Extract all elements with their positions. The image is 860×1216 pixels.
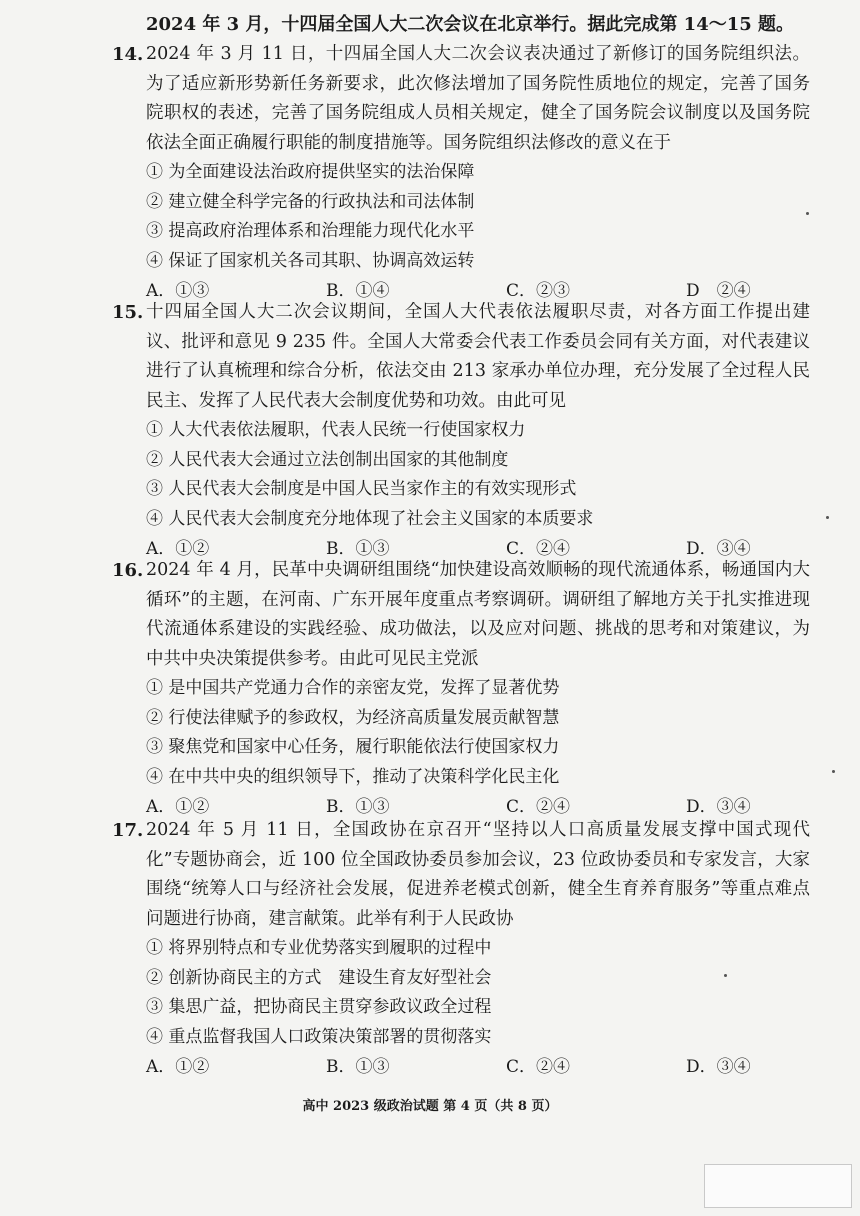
option-1: ① 将界别特点和专业优势落实到履职的过程中 — [146, 938, 492, 958]
choice-c: C．②④ — [506, 539, 571, 559]
question-stem: 2024 年 4 月，民革中央调研组围绕“加快建设高效顺畅的现代流通体系，畅通国内大循环”的主题，在河南、广东开展年度重点考察调研。调研组了解地方关于扎实推进现代流通体系建设的实践经验、成功做法，以及应对问题、挑战的思考和对策建议，为中共中央决策提供参考。由此可见民主党派 — [146, 560, 810, 669]
option-2: ② 创新协商民主的方式 建设生育友好型社会 — [146, 967, 492, 988]
question-number: 15. — [112, 302, 144, 323]
option-3: ③ 聚焦党和国家中心任务，履行职能依法行使国家权力 — [146, 737, 560, 757]
choice-a: A．①② — [146, 1057, 210, 1077]
scan-speck — [806, 212, 809, 215]
option-4: ④ 重点监督我国人口政策决策部署的贯彻落实 — [146, 1026, 492, 1047]
option-3: ③ 人民代表大会制度是中国人民当家作主的有效实现形式 — [146, 479, 577, 499]
choice-d: D．③④ — [686, 797, 751, 817]
option-4: ④ 保证了国家机关各司其职、协调高效运转 — [146, 250, 475, 271]
question-number: 14. — [112, 44, 144, 65]
choice-b: B．①③ — [326, 797, 390, 817]
choice-c: C．②④ — [506, 1057, 571, 1077]
option-1: ① 是中国共产党通力合作的亲密友党，发挥了显著优势 — [146, 678, 560, 698]
choice-b: B．①③ — [326, 539, 390, 559]
question-14 — [112, 40, 812, 306]
choice-d: D ②④ — [686, 281, 751, 301]
choice-a: A．①② — [146, 797, 210, 817]
question-15 — [112, 298, 812, 564]
option-2: ② 人民代表大会通过立法创制出国家的其他制度 — [146, 449, 509, 470]
option-2: ② 行使法律赋予的参政权，为经济高质量发展贡献智慧 — [146, 707, 560, 728]
question-stem: 2024 年 3 月 11 日，十四届全国人大二次会议表决通过了新修订的国务院组织法。为了适应新形势新任务新要求，此次修法增加了国务院性质地位的规定，完善了国务院职权的表述，完善了国务院组成人员相关规定，健全了国务院会议制度以及国务院依法全面正确履行职能的制度措施等。国务院组织法修改的意义在于 — [146, 44, 810, 153]
choice-a: A．①② — [146, 539, 210, 559]
scan-speck — [826, 516, 829, 519]
choice-b: B．①③ — [326, 1057, 390, 1077]
choice-c: C．②③ — [506, 281, 571, 301]
answer-choices — [146, 1052, 812, 1082]
choice-b: B．①④ — [326, 281, 390, 301]
option-1: ① 为全面建设法治政府提供坚实的法治保障 — [146, 162, 475, 182]
choice-d: D．③④ — [686, 539, 751, 559]
option-3: ③ 提高政府治理体系和治理能力现代化水平 — [146, 221, 475, 241]
group-intro: 2024 年 3 月，十四届全国人大二次会议在北京举行。据此完成第 14～15 题。 — [146, 14, 795, 35]
question-number: 17. — [112, 820, 144, 841]
option-2: ② 建立健全科学完备的行政执法和司法体制 — [146, 191, 475, 212]
choice-d: D．③④ — [686, 1057, 751, 1077]
choice-a: A．①③ — [146, 281, 210, 301]
question-number: 16. — [112, 560, 144, 581]
option-4: ④ 在中共中央的组织领导下，推动了决策科学化民主化 — [146, 766, 560, 787]
question-stem: 十四届全国人大二次会议期间，全国人大代表依法履职尽责，对各方面工作提出建议、批评和意见 9 235 件。全国人大常委会代表工作委员会同有关方面，对代表建议进行了认真梳理和综合分析，依法交由 213 家承办单位办理，充分发展了全过程人民民主、发挥了人民代表大会制度优势和功效。由此可见 — [146, 302, 810, 411]
page-footer: 高中 2023 级政治试题 第 4 页（共 8 页） — [302, 1099, 558, 1114]
blank-box — [704, 1164, 852, 1208]
option-3: ③ 集思广益，把协商民主贯穿参政议政全过程 — [146, 997, 492, 1017]
question-17 — [112, 816, 812, 1082]
scan-speck — [832, 770, 835, 773]
question-stem: 2024 年 5 月 11 日，全国政协在京召开“坚持以人口高质量发展支撑中国式现代化”专题协商会，近 100 位全国政协委员参加会议，23 位政协委员和专家发言，大家围绕“统筹人口与经济社会发展，促进养老模式创新，健全生育养育服务”等重点难点问题进行协商，建言献策。此举有利于人民政协 — [146, 820, 810, 929]
choice-c: C．②④ — [506, 797, 571, 817]
scan-speck — [724, 974, 727, 977]
option-1: ① 人大代表依法履职，代表人民统一行使国家权力 — [146, 420, 526, 440]
question-16 — [112, 556, 812, 822]
option-4: ④ 人民代表大会制度充分地体现了社会主义国家的本质要求 — [146, 508, 594, 529]
